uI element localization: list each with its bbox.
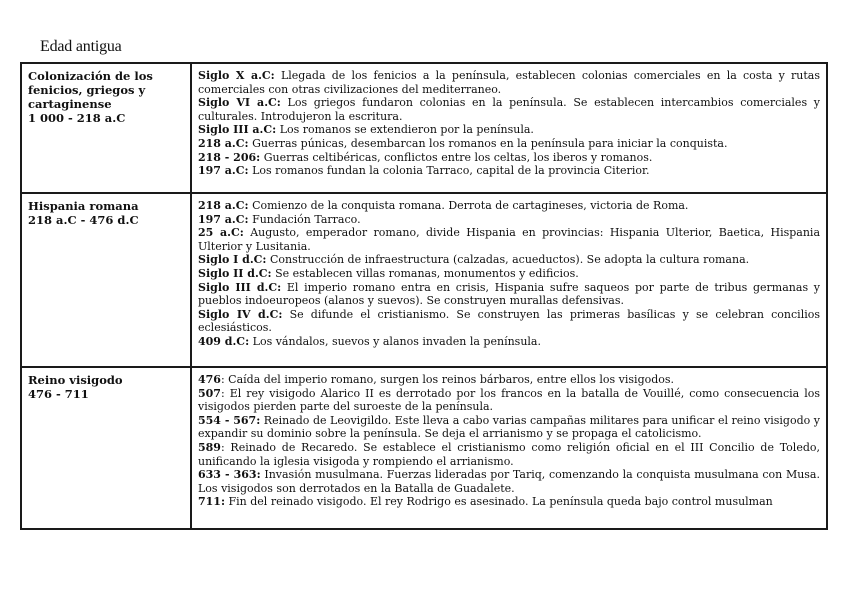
- event-date: Siglo VI a.C:: [198, 96, 281, 110]
- event-entry: [198, 253, 820, 267]
- event-text: : Caída del imperio romano, surgen los reinos bárbaros, entre ellos los visigodos.: [220, 373, 675, 386]
- event-date: Siglo III d.C:: [198, 280, 282, 294]
- event-date: Siglo IV d.C:: [198, 307, 283, 321]
- event-entry: [198, 387, 820, 414]
- event-entry: [198, 151, 820, 165]
- event-date: 197 a.C:: [198, 164, 249, 178]
- event-date: 218 a.C:: [198, 199, 249, 212]
- event-date: Siglo X a.C:: [198, 69, 275, 82]
- event-text: Invasión musulmana. Fuerzas lideradas por Tariq, comenzando la conquista musulmana con Musa. Los visigodos son derrotados en la Batalla de Guadalete.: [198, 468, 820, 495]
- event-entry: [198, 308, 820, 335]
- event-text: : Reinado de Recaredo. Se establece el cristianismo como religión oficial en el III Concilio de Toledo, unificando la iglesia visigoda y rompiendo el arrianismo.: [198, 440, 820, 468]
- table-row: [21, 367, 827, 529]
- timeline-table: [20, 62, 828, 530]
- events-cell: [191, 367, 827, 529]
- event-entry: [198, 213, 820, 227]
- table-row: [21, 63, 827, 193]
- event-text: Guerras celtibéricas, conflictos entre los celtas, los iberos y romanos.: [260, 150, 653, 164]
- event-entry: [198, 335, 820, 349]
- period-name: Hispania romana: [28, 199, 139, 213]
- event-date: 409 d.C:: [198, 334, 250, 348]
- event-entry: [198, 96, 820, 123]
- event-text: Los romanos se extendieron por la península.: [276, 123, 534, 137]
- event-date: 554 - 567:: [198, 413, 261, 427]
- period-dates: 218 a.C - 476 d.C: [28, 213, 139, 227]
- event-date: 197 a.C:: [198, 212, 249, 226]
- event-entry: [198, 441, 820, 468]
- event-text: Fin del reinado visigodo. El rey Rodrigo es asesinado. La península queda bajo control musulman: [225, 495, 773, 509]
- event-entry: [198, 267, 820, 281]
- event-date: 25 a.C:: [198, 226, 244, 240]
- event-entry: [198, 69, 820, 96]
- period-cell: [21, 367, 191, 529]
- event-text: Augusto, emperador romano, divide Hispania en provincias: Hispania Ulterior, Baetica, Hispania Ulterior y Lusitania.: [198, 226, 820, 253]
- event-text: Reinado de Leovigildo. Este lleva a cabo varias campañas militares para unificar el reino visigodo y expandir su dominio sobre la península. Se deja el arrianismo y se propaga el catolicismo.: [198, 413, 821, 441]
- event-date: 711:: [198, 495, 226, 509]
- event-entry: [198, 281, 820, 308]
- event-text: Se establecen villas romanas, monumentos y edificios.: [271, 266, 579, 280]
- period-dates: 1 000 - 218 a.C: [28, 111, 126, 125]
- event-text: Fundación Tarraco.: [248, 212, 361, 226]
- event-entry: [198, 164, 820, 178]
- event-date: Siglo III a.C:: [198, 123, 277, 137]
- event-entry: [198, 373, 820, 387]
- events-cell: [191, 63, 827, 193]
- event-entry: [198, 199, 820, 213]
- event-text: Se difunde el cristianismo. Se construyen las primeras basílicas y se celebran concilios eclesiásticos.: [198, 307, 820, 335]
- event-date: Siglo II d.C:: [198, 266, 272, 280]
- table-row: [21, 193, 827, 367]
- event-entry: [198, 495, 820, 509]
- event-date: 476: [198, 373, 221, 386]
- event-entry: [198, 468, 820, 495]
- period-cell: [21, 63, 191, 193]
- period-dates: 476 - 711: [28, 387, 89, 401]
- event-text: Los griegos fundaron colonias en la península. Se establecen intercambios comerciales y culturales. Introdujeron la escritura.: [198, 96, 820, 123]
- event-date: 218 a.C:: [198, 136, 249, 150]
- event-date: Siglo I d.C:: [198, 253, 267, 267]
- events-cell: [191, 193, 827, 367]
- event-text: Comienzo de la conquista romana. Derrota de cartagineses, victoria de Roma.: [248, 199, 689, 212]
- event-entry: [198, 137, 820, 151]
- event-text: Los romanos fundan la colonia Tarraco, capital de la provincia Citerior.: [248, 164, 650, 178]
- event-date: 218 - 206:: [198, 150, 261, 164]
- event-text: Guerras púnicas, desembarcan los romanos en la península para iniciar la conquista.: [248, 136, 728, 150]
- event-entry: [198, 123, 820, 137]
- period-cell: [21, 193, 191, 367]
- period-name: Colonización de los fenicios, griegos y cartaginense: [28, 69, 153, 111]
- event-date: 589: [198, 440, 221, 454]
- event-text: El imperio romano entra en crisis, Hispania sufre saqueos por parte de tribus germanas y pueblos indoeuropeos (alanos y suevos). Se construyen murallas defensivas.: [198, 280, 820, 308]
- event-text: Los vándalos, suevos y alanos invaden la península.: [249, 334, 541, 348]
- event-date: 507: [198, 386, 221, 400]
- period-name: Reino visigodo: [28, 373, 123, 387]
- event-text: Llegada de los fenicios a la península, establecen colonias comerciales en la costa y rutas comerciales con otras civilizaciones del mediterraneo.: [198, 69, 821, 96]
- event-text: : El rey visigodo Alarico II es derrotado por los francos en la batalla de Vouillé, como consecuencia los visigodos pierden parte del suroeste de la península.: [198, 386, 820, 414]
- event-entry: [198, 414, 820, 441]
- event-text: Construcción de infraestructura (calzadas, acueductos). Se adopta la cultura romana.: [266, 253, 750, 267]
- page-title: Edad antigua: [40, 38, 122, 55]
- event-entry: [198, 226, 820, 253]
- event-date: 633 - 363:: [198, 468, 261, 482]
